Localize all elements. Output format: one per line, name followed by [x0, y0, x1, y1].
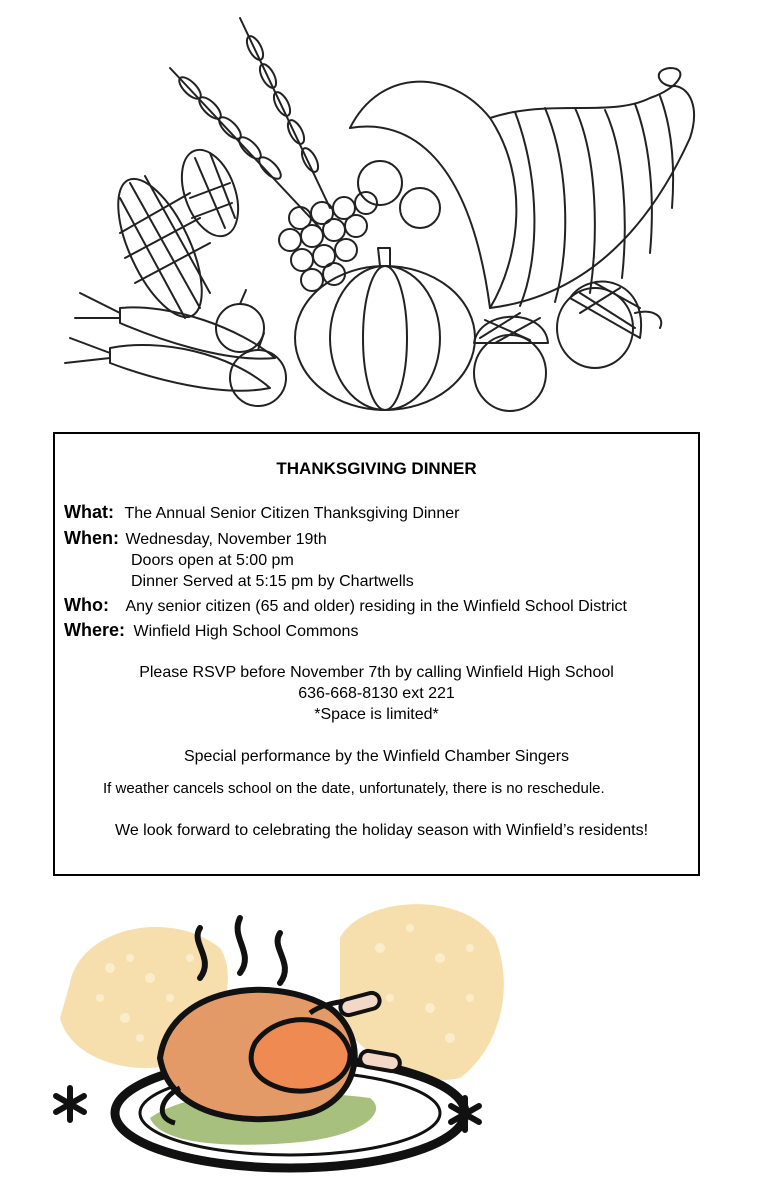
performance-line: Special performance by the Winfield Chamber Singers: [183, 748, 570, 765]
turkey-illustration: [40, 888, 530, 1193]
weather-note: If weather cancels school on the date, unfortunately, there is no reschedule.: [103, 780, 605, 797]
where-value: Winfield High School Commons: [133, 623, 359, 640]
where-label: Where:: [64, 620, 126, 640]
when-row: [64, 528, 327, 549]
when-label: When:: [64, 528, 119, 548]
asterisk-left-icon: [56, 1088, 84, 1120]
event-title: THANKSGIVING DINNER: [276, 459, 477, 478]
event-info-box: [53, 432, 700, 876]
closing-line: We look forward to celebrating the holiday season with Winfield’s residents!: [115, 822, 649, 839]
cornucopia-illustration: [50, 8, 710, 418]
carrots: [65, 293, 275, 391]
rsvp-line: Please RSVP before November 7th by calling Winfield High School: [139, 664, 614, 681]
corn-ears: [101, 142, 249, 328]
pumpkin: [295, 248, 475, 410]
what-label: What:: [64, 502, 114, 522]
where-row: [64, 620, 358, 641]
when-value: Wednesday, November 19th: [125, 531, 327, 548]
what-row: [64, 502, 459, 523]
acorns: [474, 282, 661, 411]
who-label: Who:: [64, 595, 109, 615]
who-row: [64, 595, 627, 616]
doors-open-line: Doors open at 5:00 pm: [131, 552, 294, 569]
who-value: Any senior citizen (65 and older) residing in the Winfield School District: [125, 598, 627, 615]
what-value: The Annual Senior Citizen Thanksgiving Dinner: [124, 505, 460, 522]
space-limited-note: *Space is limited*: [314, 706, 439, 723]
grapes: [279, 192, 377, 291]
dinner-served-line: Dinner Served at 5:15 pm by Chartwells: [131, 573, 414, 590]
rsvp-phone: 636-668-8130 ext 221: [298, 685, 455, 702]
